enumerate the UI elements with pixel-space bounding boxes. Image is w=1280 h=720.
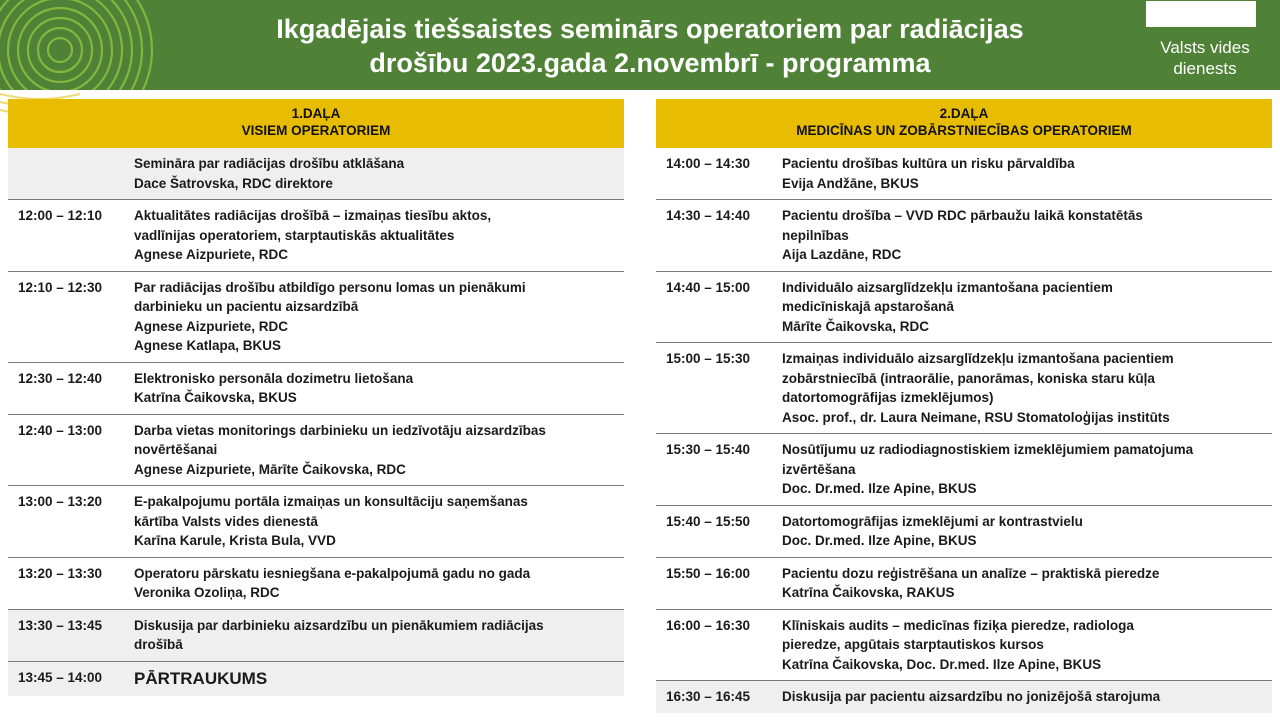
schedule-row — [8, 272, 624, 363]
schedule-line: Evija Andžāne, BKUS — [782, 175, 919, 191]
schedule-details — [782, 154, 1272, 193]
schedule-line: darbinieku un pacientu aizsardzībā — [134, 299, 359, 314]
page-title-line-2: drošību 2023.gada 2.novembrī - programma — [369, 48, 931, 78]
schedule-time: 15:50 – 16:00 — [666, 565, 751, 581]
schedule-details — [134, 278, 624, 356]
schedule-line: Doc. Dr.med. Ilze Apine, BKUS — [782, 481, 977, 496]
schedule-line: Diskusija par darbinieku aizsardzību un pienākumiem radiācijas — [134, 617, 544, 633]
schedule-time: 12:30 – 12:40 — [18, 370, 103, 386]
schedule-line: Individuālo aizsarglīdzekļu izmantošana pacientiem — [782, 279, 1113, 295]
schedule-line: Dace Šatrovska, RDC direktore — [134, 175, 333, 191]
schedule-line: Datortomogrāfijas izmeklējumi ar kontrastvielu — [782, 513, 1083, 529]
page-title — [150, 12, 1150, 80]
schedule-row — [8, 363, 624, 415]
schedule-time — [8, 154, 134, 193]
schedule-line: Operatoru pārskatu iesniegšana e-pakalpojumā gadu no gada — [134, 565, 531, 581]
schedule-line: Agnese Aizpuriete, Mārīte Čaikovska, RDC — [134, 461, 406, 477]
schedule-row — [8, 200, 624, 272]
schedule-line: Semināra par radiācijas drošību atklāšana — [134, 156, 405, 171]
schedule-line: Agnese Aizpuriete, RDC — [134, 318, 289, 334]
schedule-line: Nosūtījumu uz radiodiagnostiskiem izmeklējumiem pamatojuma — [782, 442, 1194, 457]
schedule-details — [782, 616, 1272, 675]
schedule-line: vadlīnijas operatoriem, starptautiskās aktualitātes — [134, 227, 455, 243]
schedule-line: izvērtēšana — [782, 461, 856, 477]
schedule-line: Diskusija par pacientu aizsardzību no jonizējošā starojuma — [782, 689, 1161, 704]
schedule-details — [134, 154, 624, 193]
schedule-details — [782, 687, 1272, 707]
schedule-line: Izmaiņas individuālo aizsarglīdzekļu izmantošana pacientiem — [782, 351, 1174, 366]
schedule-time: 15:40 – 15:50 — [666, 513, 751, 529]
organization-logo-text — [1140, 37, 1270, 79]
schedule-row — [656, 681, 1272, 713]
schedule-details — [134, 369, 624, 408]
schedule-line: datortomogrāfijas izmeklējumos) — [782, 390, 994, 405]
schedule-line: Agnese Aizpuriete, RDC — [134, 247, 289, 262]
schedule-time: 13:30 – 13:45 — [18, 617, 103, 633]
schedule-line: Darba vietas monitorings darbinieku un iedzīvotāju aizsardzības — [134, 422, 546, 438]
schedule-line: drošībā — [134, 637, 183, 652]
schedule-details — [134, 421, 624, 480]
schedule-details — [134, 668, 624, 690]
schedule-time: 13:00 – 13:20 — [18, 494, 103, 509]
schedule-line: Katrīna Čaikovska, BKUS — [134, 390, 297, 405]
schedule-line: zobārstniecībā (intraorālie, panorāmas, koniska staru kūļa — [782, 370, 1155, 386]
schedule-row — [656, 200, 1272, 272]
schedule-time: 14:30 – 14:40 — [666, 208, 751, 223]
part-2-title: 2.DAĻA — [939, 106, 989, 121]
schedule-row — [656, 434, 1272, 506]
schedule-details — [782, 206, 1272, 265]
schedule-row — [8, 610, 624, 662]
schedule-details — [782, 349, 1272, 427]
schedule-time: 13:45 – 14:00 — [18, 669, 103, 685]
schedule-time: 12:40 – 13:00 — [18, 422, 103, 438]
schedule-time: 12:00 – 12:10 — [18, 208, 103, 223]
part-2-schedule — [656, 99, 1272, 713]
schedule-row — [8, 558, 624, 610]
schedule-line: Katrīna Čaikovska, RAKUS — [782, 585, 955, 600]
schedule-time: 15:30 – 15:40 — [666, 442, 751, 457]
schedule-details — [134, 564, 624, 603]
part-2-subtitle: MEDICĪNAS UN ZOBĀRSTNIECĪBAS OPERATORIEM — [796, 123, 1132, 138]
schedule-line: novērtēšanai — [134, 442, 218, 457]
schedule-line: PĀRTRAUKUMS — [134, 668, 268, 688]
schedule-line: kārtība Valsts vides dienestā — [134, 513, 318, 529]
schedule-line: Aktualitātes radiācijas drošībā – izmaiņas tiesību aktos, — [134, 208, 492, 223]
part-1-title: 1.DAĻA — [291, 106, 341, 121]
header-banner — [0, 0, 1280, 90]
schedule-row — [656, 343, 1272, 434]
schedule-row — [656, 506, 1272, 558]
schedule-details — [782, 278, 1272, 337]
schedule-details — [134, 616, 624, 655]
schedule-line: Mārīte Čaikovska, RDC — [782, 318, 930, 334]
schedule-line: medicīniskajā apstarošanā — [782, 299, 954, 314]
schedule-line: Klīniskais audits – medicīnas fiziķa pieredze, radiologa — [782, 617, 1134, 633]
schedule-time: 15:00 – 15:30 — [666, 351, 751, 366]
part-1-header — [8, 99, 624, 148]
logo-mark — [1146, 1, 1256, 27]
schedule-row — [656, 272, 1272, 344]
schedule-time: 12:10 – 12:30 — [18, 279, 103, 295]
schedule-row — [8, 415, 624, 487]
schedule-line: Pacientu drošības kultūra un risku pārvaldība — [782, 156, 1075, 171]
schedule-row — [8, 148, 624, 200]
page-title-line-1: Ikgadējais tiešsaistes seminārs operatoriem par radiācijas — [276, 14, 1024, 44]
schedule-details — [782, 512, 1272, 551]
part-1-subtitle: VISIEM OPERATORIEM — [241, 123, 391, 138]
schedule-line: Katrīna Čaikovska, Doc. Dr.med. Ilze Apine, BKUS — [782, 656, 1102, 672]
schedule-time: 14:40 – 15:00 — [666, 279, 751, 295]
schedule-line: Pacientu drošība – VVD RDC pārbaužu laikā konstatētās — [782, 208, 1143, 223]
schedule-line: E-pakalpojumu portāla izmaiņas un konsultāciju saņemšanas — [134, 494, 528, 509]
schedule-row — [8, 662, 624, 696]
schedule-line: Aija Lazdāne, RDC — [782, 247, 902, 262]
schedule-line: Asoc. prof., dr. Laura Neimane, RSU Stomatoloģijas institūts — [782, 409, 1170, 425]
schedule-line: pieredze, apgūtais starptautiskos kursos — [782, 637, 1044, 652]
schedule-details — [782, 440, 1272, 499]
schedule-line: Doc. Dr.med. Ilze Apine, BKUS — [782, 533, 977, 548]
part-2-rows — [656, 148, 1272, 713]
schedule-line: Elektronisko personāla dozimetru lietošana — [134, 370, 414, 386]
schedule-details — [134, 206, 624, 265]
part-1-schedule — [8, 99, 624, 696]
schedule-row — [656, 610, 1272, 682]
schedule-row — [656, 148, 1272, 200]
schedule-line: Karīna Karule, Krista Bula, VVD — [134, 533, 336, 548]
schedule-line: Pacientu dozu reģistrēšana un analīze – praktiskā pieredze — [782, 565, 1160, 581]
schedule-details — [134, 492, 624, 551]
schedule-time: 13:20 – 13:30 — [18, 565, 103, 581]
schedule-line: nepilnības — [782, 227, 849, 243]
schedule-time: 16:00 – 16:30 — [666, 617, 751, 633]
schedule-time: 16:30 – 16:45 — [666, 689, 751, 704]
schedule-line: Agnese Katlapa, BKUS — [134, 338, 282, 353]
part-1-rows — [8, 148, 624, 696]
logo-line-2: dienests — [1173, 59, 1237, 78]
schedule-time: 14:00 – 14:30 — [666, 156, 751, 171]
schedule-row — [656, 558, 1272, 610]
part-2-header — [656, 99, 1272, 148]
schedule-line: Par radiācijas drošību atbildīgo personu lomas un pienākumi — [134, 279, 526, 295]
schedule-row — [8, 486, 624, 558]
schedule-line: Veronika Ozoliņa, RDC — [134, 585, 280, 600]
logo-line-1: Valsts vides — [1160, 38, 1250, 57]
schedule-details — [782, 564, 1272, 603]
